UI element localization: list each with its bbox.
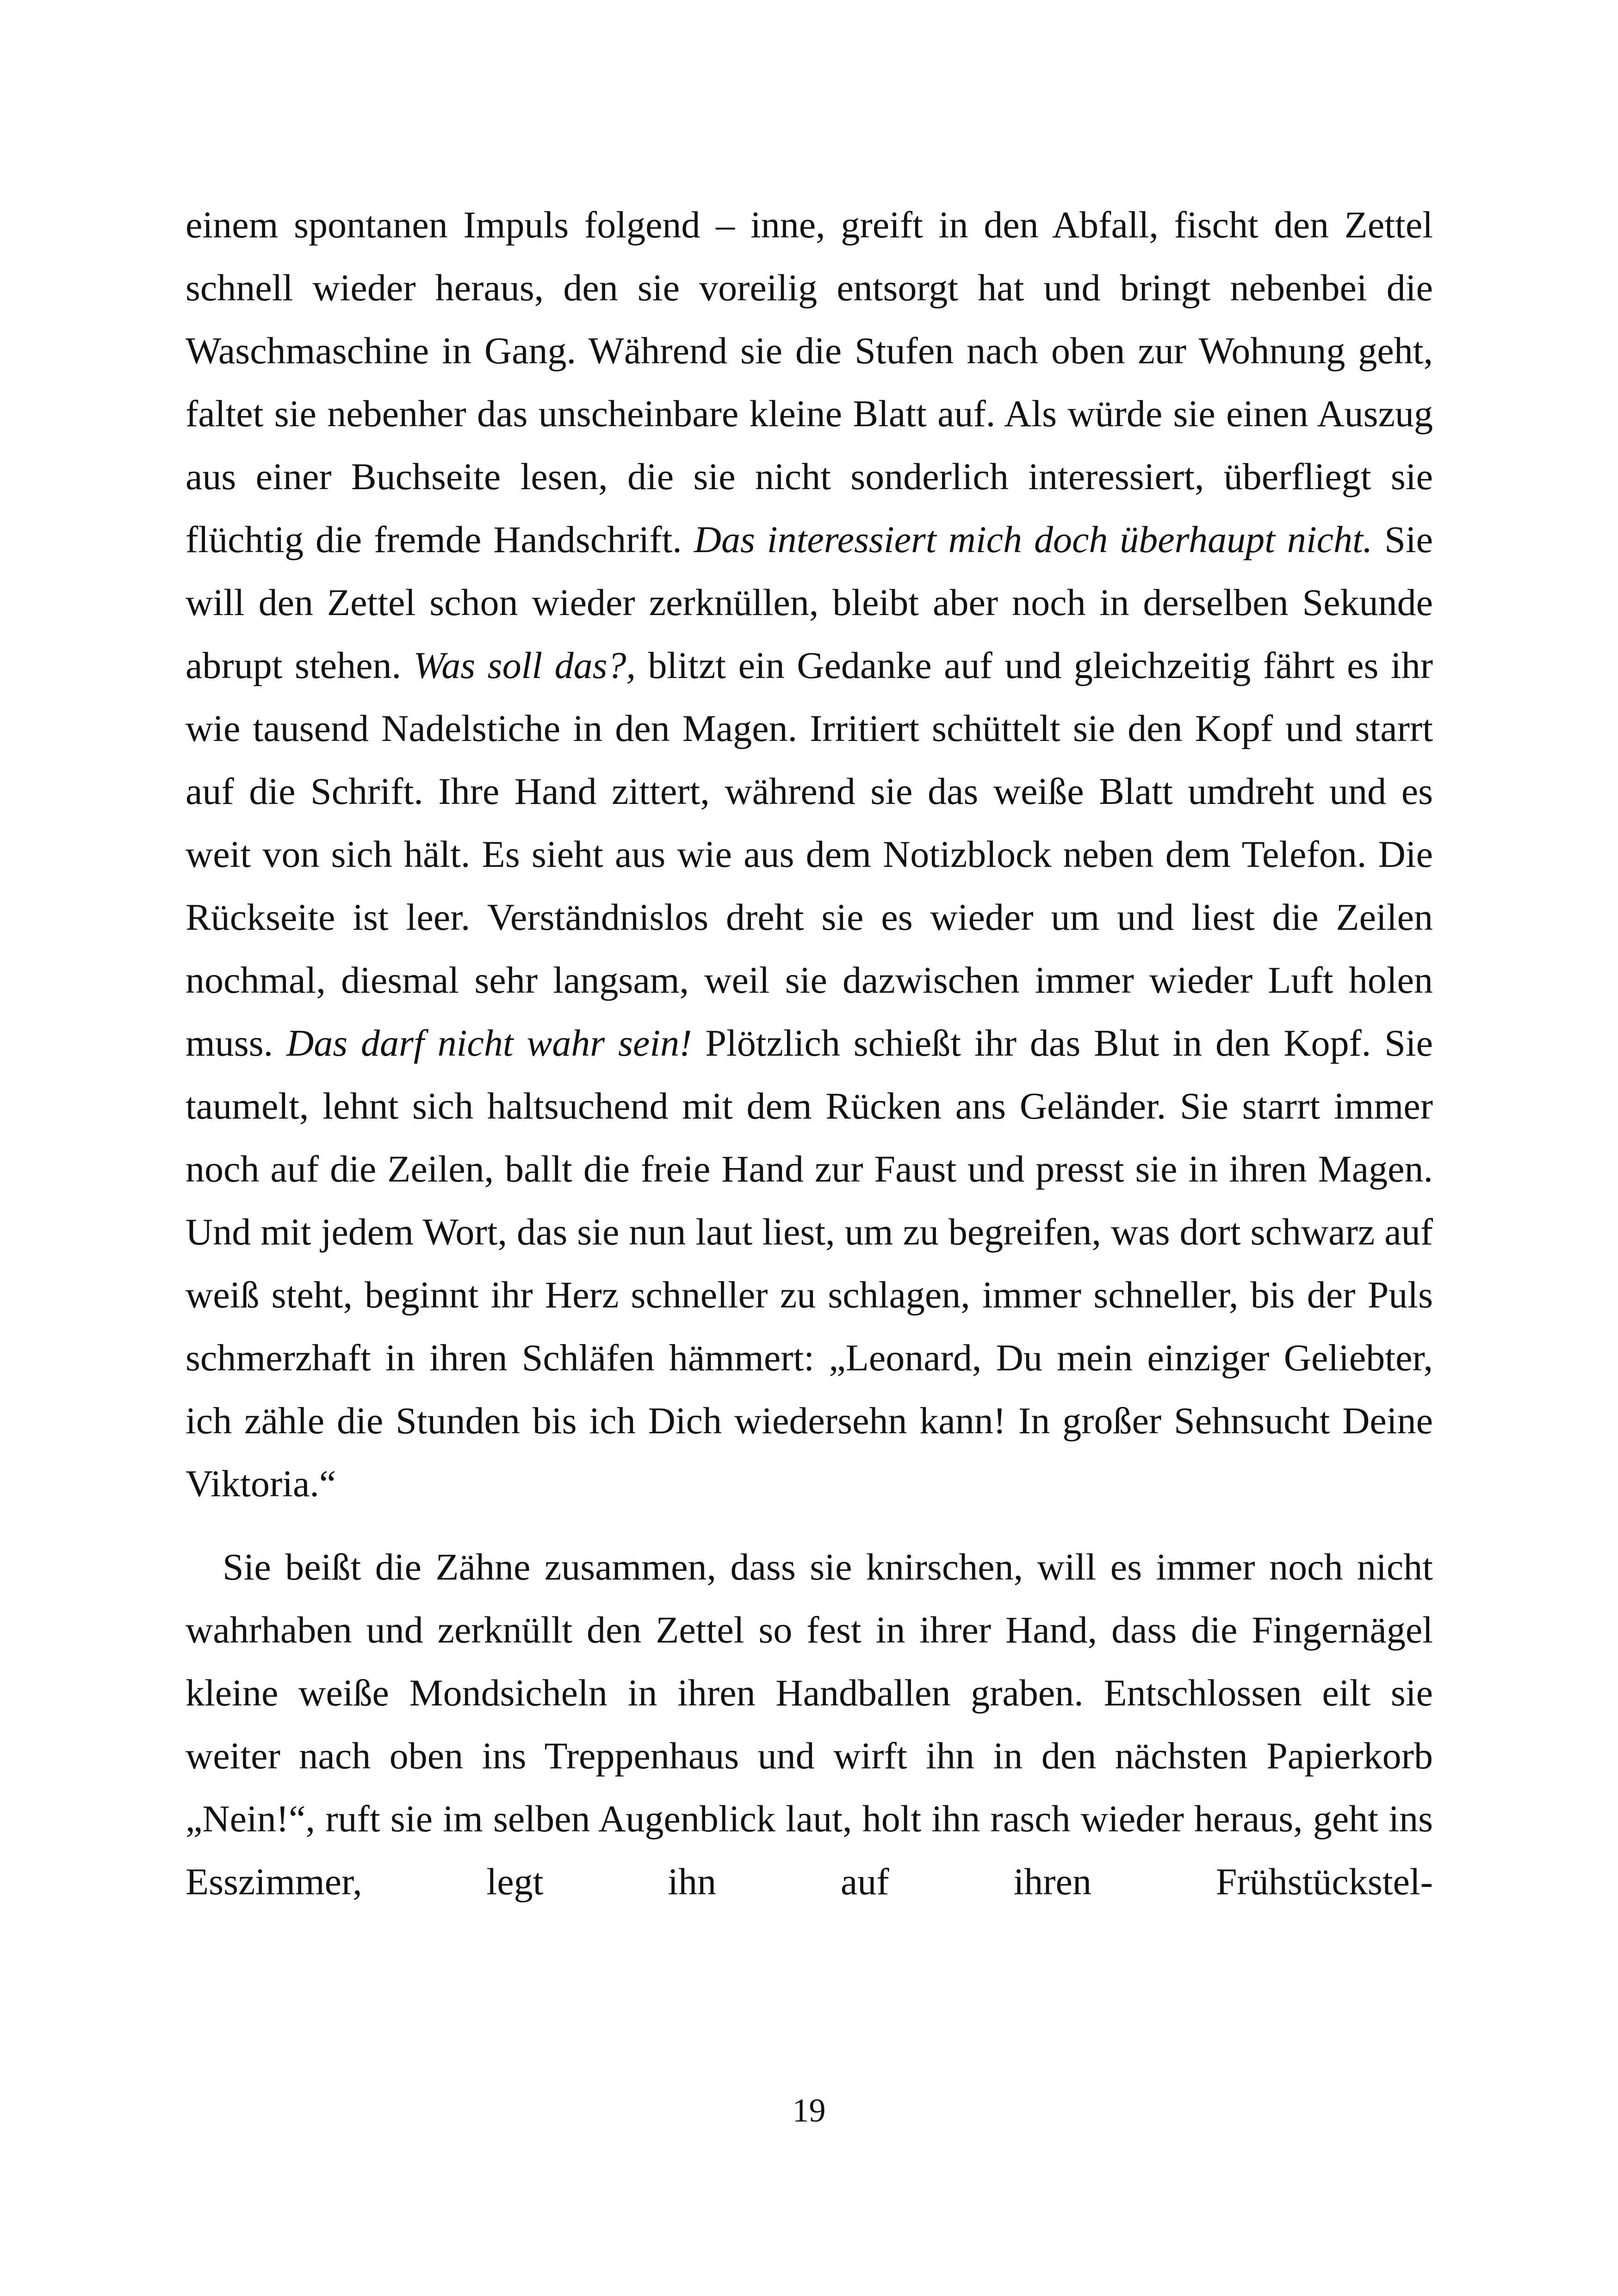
paragraph-1-italic-thought-1: Das interessiert mich doch überhaupt nicht. <box>694 518 1373 560</box>
paragraph-1-segment-7: Plötzlich schießt ihr das Blut in den Kopf. Sie taumelt, lehnt sich haltsuchend mit dem Rücken ans Geländer. Sie starrt immer noch auf die Zeilen, ballt die freie Hand zur Faust und presst sie in ihren Magen. Und mit jedem Wort, das sie nun laut liest, um zu begreifen, was dort schwarz auf weiß steht, beginnt ihr Herz schneller zu schlagen, immer schneller, bis der Puls schmerzhaft in ihren Schläfen hämmert: „Leonard, Du mein einziger Geliebter, ich zähle die Stunden bis ich Dich wiedersehn kann! In großer Sehnsucht Deine Viktoria.“ <box>186 1022 1433 1505</box>
body-text <box>186 193 1433 1913</box>
paragraph-1-italic-thought-2: Was soll das?, <box>413 644 636 686</box>
page-number: 19 <box>792 2092 826 2129</box>
paragraph-2 <box>186 1536 1433 1913</box>
paragraph-1-segment-3: Sie will den Zettel schon wieder zerknüllen, bleibt aber noch in derselben Sekunde abrupt stehen. <box>186 518 1433 686</box>
paragraph-2-segment-1: Sie beißt die Zähne zusammen, dass sie knirschen, will es immer noch nicht wahrhaben und zerknüllt den Zettel so fest in ihrer Hand, dass die Fingernägel kleine weiße Mondsicheln in ihren Handballen graben. Entschlossen eilt sie weiter nach oben ins Treppenhaus und wirft ihn in den nächsten Papierkorb „Nein!“, ruft sie im selben Augenblick laut, holt ihn rasch wieder heraus, geht ins Esszimmer, legt ihn auf ihren Frühstückstel- <box>186 1546 1433 1903</box>
paragraph-1 <box>186 193 1433 1515</box>
paragraph-1-italic-thought-3: Das darf nicht wahr sein! <box>286 1022 692 1064</box>
paragraph-1-segment-1: einem spontanen Impuls folgend – inne, greift in den Abfall, fischt den Zettel schnell wieder heraus, den sie voreilig entsorgt hat und bringt nebenbei die Waschmaschine in Gang. Während sie die Stufen nach oben zur Wohnung geht, faltet sie nebenher das unscheinbare kleine Blatt auf. Als würde sie einen Auszug aus einer Buchseite lesen, die sie nicht sonderlich interessiert, überfliegt sie flüchtig die fremde Handschrift. <box>186 204 1433 560</box>
paragraph-1-segment-5: blitzt ein Gedanke auf und gleichzeitig fährt es ihr wie tausend Nadelstiche in den Magen. Irritiert schüttelt sie den Kopf und starrt auf die Schrift. Ihre Hand zittert, während sie das weiße Blatt umdreht und es weit von sich hält. Es sieht aus wie aus dem Notizblock neben dem Telefon. Die Rückseite ist leer. Verständnislos dreht sie es wieder um und liest die Zeilen nochmal, diesmal sehr langsam, weil sie dazwischen immer wieder Luft holen muss. <box>186 644 1433 1064</box>
